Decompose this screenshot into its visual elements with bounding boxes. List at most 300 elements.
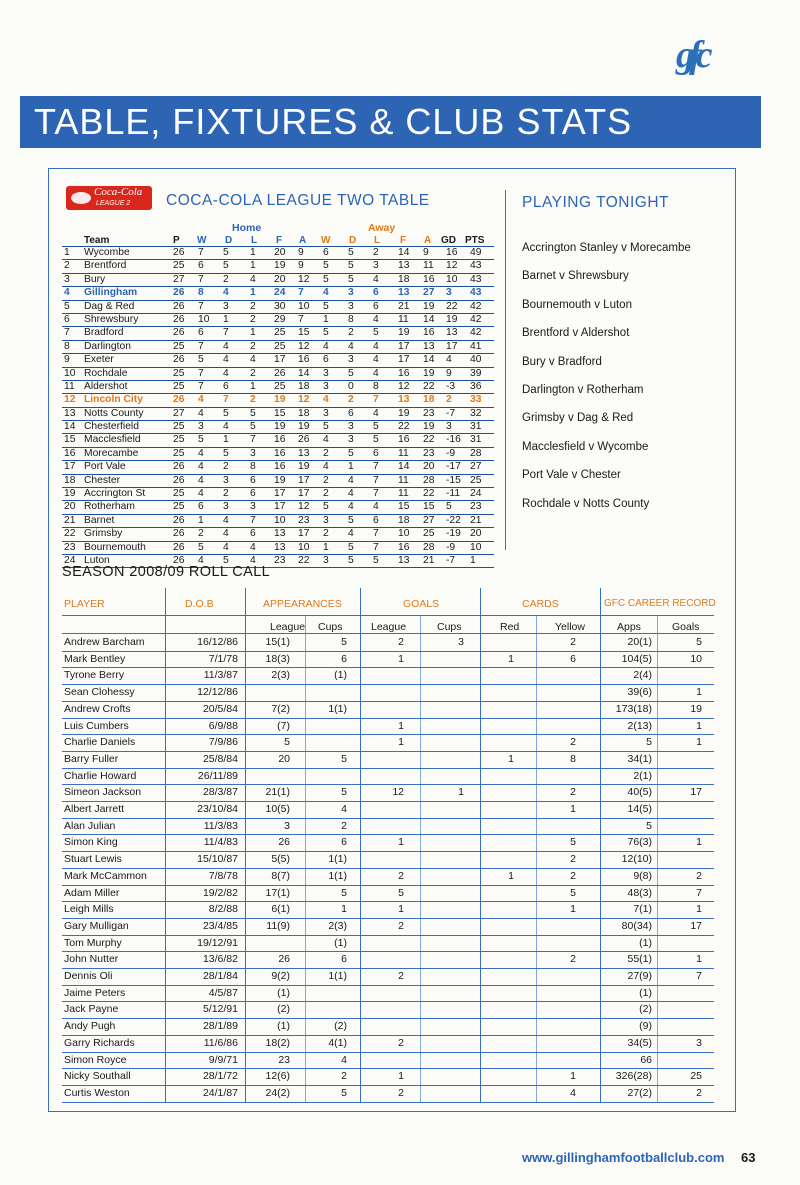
- stat-cell: 11: [398, 447, 409, 459]
- player-dob: 24/1/87: [202, 1086, 238, 1099]
- stat-cell: 11: [398, 488, 409, 500]
- stat-cell: 10: [446, 273, 458, 285]
- stat-cell: 26: [173, 287, 185, 299]
- stat-cell: 29: [274, 313, 286, 325]
- stat-cell: 5: [223, 247, 229, 258]
- stat-cell: 28: [423, 474, 435, 486]
- stat-cell: 2: [341, 1070, 347, 1083]
- stat-cell: 13: [274, 541, 286, 553]
- stat-cell: 1: [508, 869, 514, 882]
- stat-cell: 5: [323, 260, 329, 272]
- fixture-item: Accrington Stanley v Morecambe: [522, 242, 691, 254]
- player-dob: 13/6/82: [202, 953, 238, 966]
- away-group-label: Away: [368, 222, 396, 234]
- stat-cell: 2: [398, 869, 404, 882]
- stat-cell: 28: [470, 447, 482, 459]
- stat-cell: 25: [274, 380, 286, 392]
- stat-cell: 15: [298, 327, 310, 339]
- stat-cell: 326(28): [615, 1070, 652, 1083]
- stat-cell: 19: [298, 461, 310, 473]
- stat-cell: 5: [373, 421, 379, 433]
- stat-cell: 5: [341, 1086, 347, 1099]
- stat-cell: 12(10): [621, 853, 652, 866]
- league-table-row: [62, 474, 494, 487]
- stat-cell: 2: [250, 300, 256, 312]
- player-name: Charlie Daniels: [64, 736, 136, 749]
- player-dob: 28/1/84: [202, 970, 238, 982]
- stat-cell: 49: [470, 247, 482, 258]
- stat-cell: 20: [423, 461, 435, 473]
- stat-cell: 26: [274, 367, 286, 379]
- grid-line: [62, 1102, 714, 1103]
- stat-cell: 5: [570, 836, 576, 849]
- stat-cell: 4: [223, 287, 229, 299]
- team-name: Luton: [84, 554, 110, 566]
- stat-cell: 5: [341, 752, 347, 765]
- roll-call-row: [62, 885, 714, 902]
- stat-cell: 13: [423, 340, 435, 352]
- footer-website[interactable]: www.gillinghamfootballclub.com: [522, 1150, 725, 1165]
- stat-cell: 26: [173, 514, 185, 526]
- stat-cell: 9: [423, 247, 429, 258]
- roll-call-row: [62, 1085, 714, 1102]
- league-table-row: [62, 300, 494, 313]
- stat-cell: 19: [298, 421, 310, 433]
- player-dob: 6/9/88: [208, 719, 238, 732]
- league-table-row: [62, 393, 494, 406]
- stat-cell: 21: [423, 554, 435, 566]
- col-away-f: F: [400, 235, 407, 246]
- player-name: Barry Fuller: [64, 752, 119, 765]
- stat-cell: 26: [278, 953, 290, 966]
- stat-cell: 2: [323, 447, 329, 459]
- stat-cell: 5: [646, 736, 652, 749]
- stat-cell: -9: [446, 541, 456, 553]
- stat-cell: 6: [323, 354, 329, 366]
- player-name: Simeon Jackson: [64, 786, 142, 799]
- stat-cell: 26: [298, 434, 310, 446]
- roll-call-row: [62, 1035, 714, 1052]
- stat-cell: 23: [278, 1053, 290, 1066]
- stat-cell: 5: [250, 407, 256, 419]
- team-name: Grimsby: [84, 528, 123, 540]
- stat-cell: 1: [223, 434, 229, 446]
- roll-call-row: [62, 734, 714, 751]
- stat-cell: 21(1): [265, 786, 290, 799]
- stat-cell: 8: [348, 313, 354, 325]
- roll-call-row: [62, 784, 714, 801]
- stat-cell: 20: [278, 752, 290, 765]
- player-dob: 9/9/71: [208, 1053, 238, 1066]
- stat-cell: 7: [250, 514, 256, 526]
- stat-cell: 6: [198, 260, 204, 272]
- stat-cell: 25: [173, 447, 185, 459]
- stat-cell: 25: [173, 421, 185, 433]
- stat-cell: 7(1): [633, 903, 652, 916]
- stat-cell: 1: [323, 541, 329, 553]
- roll-col-appearances: APPEARANCES: [263, 598, 342, 610]
- stat-cell: 5: [323, 327, 329, 339]
- stat-cell: 4: [223, 367, 229, 379]
- stat-cell: 18: [298, 407, 310, 419]
- stat-cell: 17(1): [265, 886, 290, 899]
- roll-call-row: [62, 768, 714, 785]
- stat-cell: -22: [446, 514, 461, 526]
- stat-cell: 25: [274, 327, 286, 339]
- stat-cell: 4: [198, 554, 204, 566]
- player-name: Jaime Peters: [64, 986, 126, 999]
- league-logo-brand: Coca-Cola: [94, 186, 143, 198]
- league-table-row: [62, 514, 494, 527]
- stat-cell: 41: [470, 340, 482, 352]
- stat-cell: 19: [274, 394, 286, 406]
- fixture-item: Barnet v Shrewsbury: [522, 270, 629, 283]
- stat-cell: 5: [646, 819, 652, 832]
- stat-cell: 4: [341, 1053, 347, 1066]
- stat-cell: 1: [696, 686, 702, 699]
- stat-cell: 19: [423, 421, 435, 433]
- stat-cell: 5(5): [271, 853, 290, 866]
- stat-cell: 8: [570, 752, 576, 765]
- stat-cell: 10: [298, 300, 310, 312]
- position: 8: [64, 340, 70, 352]
- stat-cell: 17: [274, 501, 286, 513]
- stat-cell: 17: [298, 528, 310, 540]
- stat-cell: 4: [198, 407, 204, 419]
- position: 21: [64, 514, 76, 526]
- stat-cell: 26: [173, 461, 185, 473]
- stat-cell: 22: [423, 488, 435, 500]
- stat-cell: 2: [373, 247, 379, 258]
- stat-cell: 2: [323, 528, 329, 540]
- player-name: Tom Murphy: [64, 936, 122, 949]
- roll-call-row: [62, 951, 714, 968]
- stat-cell: 23: [470, 501, 482, 513]
- stat-cell: 5: [223, 554, 229, 566]
- stat-cell: 5: [198, 541, 204, 553]
- stat-cell: 6: [373, 514, 379, 526]
- stat-cell: 26: [278, 836, 290, 849]
- stat-cell: 15: [274, 407, 286, 419]
- stat-cell: 5: [348, 273, 354, 285]
- stat-cell: 30: [274, 300, 286, 312]
- player-dob: 25/8/84: [202, 752, 238, 765]
- stat-cell: 2(3): [271, 669, 290, 682]
- stat-cell: 20: [274, 273, 286, 285]
- stat-cell: 12: [392, 786, 404, 799]
- stat-cell: 6: [570, 652, 576, 665]
- stat-cell: 8(7): [271, 869, 290, 882]
- position: 2: [64, 260, 70, 272]
- stat-cell: 17: [690, 919, 702, 932]
- stat-cell: 4: [348, 474, 354, 486]
- stat-cell: 4: [250, 273, 256, 285]
- stat-cell: 0: [348, 380, 354, 392]
- stat-cell: 4: [373, 273, 379, 285]
- stat-cell: 18: [298, 380, 310, 392]
- team-name: Wycombe: [84, 247, 130, 258]
- stat-cell: 1(1): [328, 869, 347, 882]
- roll-call-row: [62, 634, 714, 651]
- player-dob: 19/12/91: [197, 936, 238, 949]
- stat-cell: 23: [423, 407, 435, 419]
- stat-cell: 5: [348, 554, 354, 566]
- stat-cell: 4: [373, 367, 379, 379]
- stat-cell: 22: [423, 380, 435, 392]
- player-dob: 23/4/85: [202, 919, 238, 932]
- stat-cell: 3: [323, 380, 329, 392]
- stat-cell: 43: [470, 273, 482, 285]
- stat-cell: 2: [398, 919, 404, 932]
- stat-cell: 26: [173, 300, 185, 312]
- stat-cell: 34(5): [627, 1036, 652, 1049]
- player-dob: 23/10/84: [197, 803, 238, 815]
- player-name: Alan Julian: [64, 819, 116, 832]
- stat-cell: 26: [173, 327, 185, 339]
- team-name: Port Vale: [84, 461, 126, 473]
- stat-cell: 27: [423, 287, 435, 299]
- stat-cell: 2: [398, 1086, 404, 1099]
- stat-cell: 26: [173, 247, 185, 258]
- team-name: Gillingham: [84, 287, 138, 299]
- stat-cell: 4(1): [328, 1036, 347, 1049]
- stat-cell: 1: [341, 903, 347, 916]
- roll-col-player: PLAYER: [64, 598, 105, 610]
- stat-cell: 11: [398, 474, 409, 486]
- stat-cell: (1): [334, 669, 347, 682]
- player-dob: 15/10/87: [197, 853, 238, 866]
- stat-cell: (1): [639, 936, 652, 949]
- stat-cell: 6: [223, 380, 229, 392]
- stat-cell: 1: [250, 260, 256, 272]
- stat-cell: 5: [250, 421, 256, 433]
- stat-cell: 17: [690, 786, 702, 799]
- stat-cell: 13: [398, 394, 410, 406]
- stat-cell: 4: [250, 541, 256, 553]
- col-away-a: A: [424, 235, 432, 246]
- position: 3: [64, 273, 70, 285]
- roll-sub-app-cups: Cups: [318, 621, 343, 633]
- col-home-d: D: [225, 235, 233, 246]
- roll-col-career: GFC CAREER RECORD: [604, 598, 716, 609]
- roll-call-row: [62, 751, 714, 768]
- stat-cell: 1: [223, 313, 229, 325]
- roll-call-row: [62, 667, 714, 684]
- roll-call-row: [62, 935, 714, 952]
- stat-cell: 5: [570, 886, 576, 899]
- stat-cell: 19: [423, 367, 435, 379]
- player-dob: 11/6/86: [203, 1036, 238, 1049]
- stat-cell: 27: [470, 461, 482, 473]
- stat-cell: 18: [398, 273, 410, 285]
- stat-cell: 2: [446, 394, 452, 406]
- stat-cell: 3: [348, 300, 354, 312]
- stat-cell: 7(2): [271, 702, 290, 715]
- player-name: Tyrone Berry: [64, 669, 125, 682]
- stat-cell: 11: [423, 260, 434, 272]
- stat-cell: 4: [373, 340, 379, 352]
- stat-cell: 19: [423, 300, 435, 312]
- stat-cell: 1: [696, 836, 702, 849]
- stat-cell: 5: [348, 541, 354, 553]
- stat-cell: 15: [398, 501, 410, 513]
- stat-cell: 2: [398, 970, 404, 982]
- stat-cell: -7: [446, 554, 456, 566]
- stat-cell: 6: [348, 407, 354, 419]
- col-team: Team: [84, 235, 110, 246]
- league-table-row: [62, 340, 494, 353]
- stat-cell: 4: [250, 554, 256, 566]
- stat-cell: 16: [274, 461, 286, 473]
- player-name: Sean Clohessy: [64, 686, 135, 699]
- stat-cell: 1: [398, 836, 404, 849]
- stat-cell: 9: [298, 260, 304, 272]
- stat-cell: 7: [198, 380, 204, 392]
- stat-cell: 2: [250, 313, 256, 325]
- roll-sub-red: Red: [500, 621, 520, 633]
- league-logo-swoosh-icon: [71, 192, 91, 204]
- stat-cell: 26: [173, 394, 185, 406]
- stat-cell: 4: [373, 407, 379, 419]
- stat-cell: 11: [398, 313, 409, 325]
- stat-cell: 5: [398, 886, 404, 899]
- roll-sub-app-league: League: [270, 621, 306, 633]
- stat-cell: 6(1): [271, 903, 290, 916]
- stat-cell: 8: [250, 461, 256, 473]
- stat-cell: -3: [446, 380, 456, 392]
- stat-cell: 16: [398, 434, 410, 446]
- stat-cell: 3: [250, 501, 256, 513]
- stat-cell: 4: [323, 394, 329, 406]
- page-banner: [20, 96, 761, 148]
- stat-cell: 25: [173, 340, 185, 352]
- team-name: Aldershot: [84, 380, 128, 392]
- league-table-row: [62, 380, 494, 393]
- stat-cell: 24: [470, 488, 482, 500]
- stat-cell: 19: [274, 421, 286, 433]
- stat-cell: 5: [284, 736, 290, 749]
- position: 12: [64, 394, 76, 406]
- stat-cell: 13: [398, 554, 410, 566]
- stat-cell: 5: [198, 434, 204, 446]
- roll-call-row: [62, 918, 714, 935]
- position: 14: [64, 421, 76, 433]
- stat-cell: 4: [198, 447, 204, 459]
- roll-call-row: [62, 684, 714, 701]
- stat-cell: 43: [470, 260, 482, 272]
- stat-cell: 1: [570, 903, 576, 916]
- roll-col-cards: CARDS: [522, 598, 559, 610]
- stat-cell: 80(34): [621, 919, 652, 932]
- player-dob: 28/3/87: [202, 786, 238, 799]
- league-table-row: [62, 353, 494, 366]
- stat-cell: 16: [423, 273, 435, 285]
- page-title: TABLE, FIXTURES & CLUB STATS: [34, 101, 633, 142]
- stat-cell: 4: [198, 488, 204, 500]
- player-name: Andrew Barcham: [64, 636, 145, 648]
- stat-cell: 27(2): [627, 1086, 652, 1099]
- stat-cell: 1: [696, 953, 702, 966]
- stat-cell: 6: [341, 652, 347, 665]
- stat-cell: -15: [446, 474, 461, 486]
- playing-tonight-title: PLAYING TONIGHT: [522, 194, 670, 211]
- stat-cell: 1: [348, 461, 354, 473]
- stat-cell: 2: [696, 1086, 702, 1099]
- league-table-row: [62, 326, 494, 339]
- player-name: Simon King: [64, 836, 118, 849]
- stat-cell: 4: [323, 340, 329, 352]
- team-name: Notts County: [84, 407, 144, 419]
- section-divider: [505, 190, 506, 550]
- stat-cell: 2: [570, 853, 576, 866]
- fixture-item: Darlington v Rotherham: [522, 384, 644, 396]
- position: 1: [64, 247, 70, 258]
- stat-cell: 25: [173, 488, 185, 500]
- stat-cell: 4: [373, 354, 379, 366]
- stat-cell: 3: [323, 554, 329, 566]
- stat-cell: 1(1): [328, 853, 347, 866]
- stat-cell: 39: [470, 367, 482, 379]
- stat-cell: 20: [470, 528, 482, 540]
- stat-cell: 19: [274, 260, 286, 272]
- stat-cell: 25: [470, 474, 482, 486]
- stat-cell: 12: [298, 501, 310, 513]
- roll-call-title: SEASON 2008/09 ROLL CALL: [62, 564, 271, 580]
- roll-col-dob: D.O.B: [185, 598, 214, 610]
- league-table-row: [62, 246, 494, 259]
- stat-cell: 1: [398, 1070, 404, 1083]
- stat-cell: 48(3): [627, 886, 652, 899]
- player-name: Adam Miller: [64, 886, 120, 899]
- stat-cell: 13: [446, 327, 458, 339]
- position: 23: [64, 541, 76, 553]
- stat-cell: 5: [696, 636, 702, 648]
- stat-cell: 4: [323, 461, 329, 473]
- stat-cell: 7: [250, 434, 256, 446]
- stat-cell: 3: [284, 819, 290, 832]
- stat-cell: 8: [373, 380, 379, 392]
- stat-cell: 4: [323, 434, 329, 446]
- stat-cell: 5: [373, 327, 379, 339]
- stat-cell: 16: [274, 447, 286, 459]
- league-table-row: [62, 527, 494, 540]
- grid-line: [62, 615, 714, 616]
- stat-cell: 7: [198, 340, 204, 352]
- stat-cell: 26: [173, 528, 185, 540]
- stat-cell: 21: [398, 300, 410, 312]
- team-name: Shrewsbury: [84, 313, 139, 325]
- stat-cell: 7: [198, 300, 204, 312]
- stat-cell: 16: [298, 354, 310, 366]
- stat-cell: 9(2): [271, 970, 290, 982]
- stat-cell: 6: [373, 287, 379, 299]
- stat-cell: 24(2): [265, 1086, 290, 1099]
- stat-cell: 18(3): [265, 652, 290, 665]
- stat-cell: 12(6): [265, 1070, 290, 1083]
- stat-cell: (1): [277, 986, 290, 999]
- stat-cell: 1: [250, 247, 256, 258]
- fixture-item: Macclesfield v Wycombe: [522, 440, 649, 453]
- stat-cell: 16: [274, 434, 286, 446]
- stat-cell: 17: [274, 354, 286, 366]
- stat-cell: 7: [223, 327, 229, 339]
- player-dob: 8/2/88: [208, 903, 238, 916]
- player-name: Dennis Oli: [64, 970, 113, 982]
- stat-cell: 39(6): [627, 686, 652, 699]
- stat-cell: 7: [198, 273, 204, 285]
- position: 20: [64, 501, 76, 513]
- stat-cell: 19: [446, 313, 458, 325]
